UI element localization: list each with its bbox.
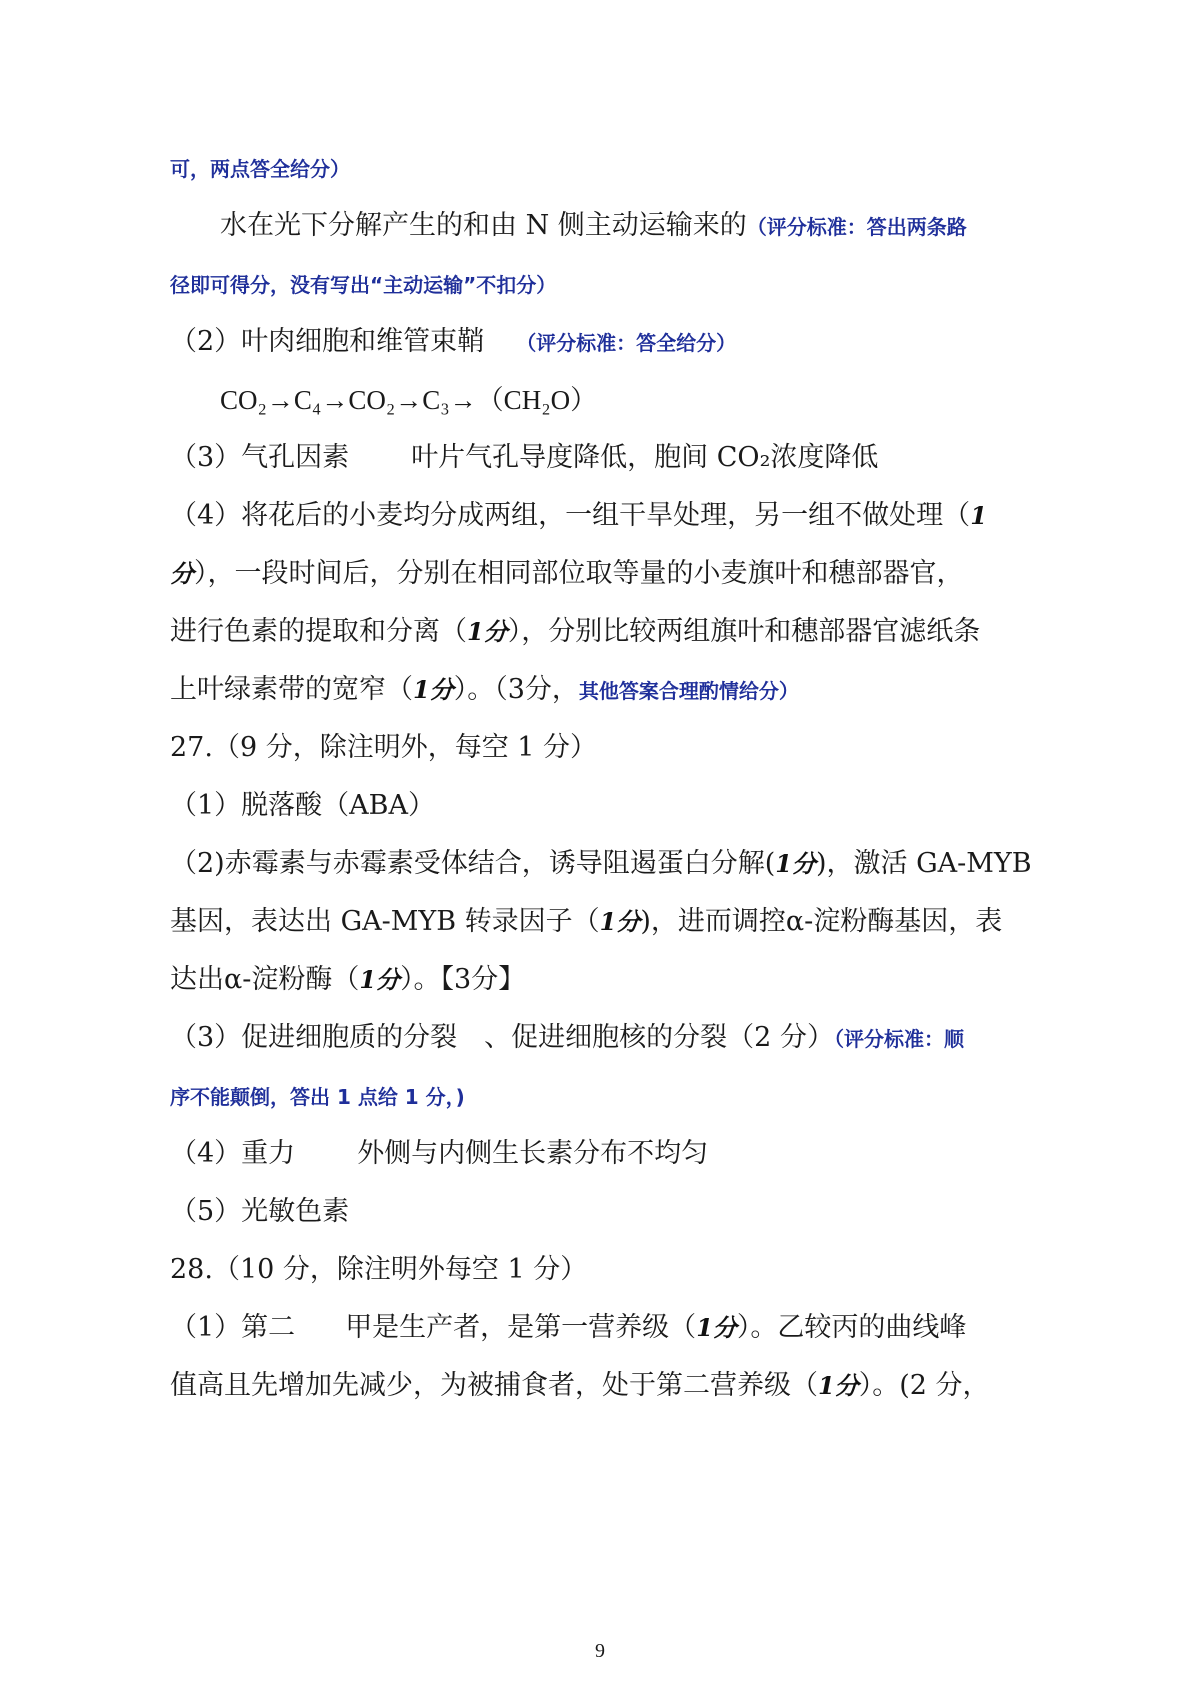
handwritten-score: 1分 (413, 675, 454, 704)
answer-text: （1）第二 (170, 1312, 296, 1343)
answer-text: )，激活 GA-MYB (815, 848, 1032, 879)
answer-text: （5）光敏色素 (170, 1196, 350, 1227)
line-9 (170, 614, 980, 650)
answer-text: 水在光下分解产生的和由 N 侧主动运输来的 (220, 210, 747, 241)
line-4 (170, 324, 736, 361)
line-19 (170, 1194, 349, 1230)
answer-text: （1）脱落酸（ABA） (170, 790, 436, 821)
answer-text: （2）叶肉细胞和维管束鞘 (170, 326, 485, 357)
answer-text: 上叶绿素带的宽窄（ (170, 674, 413, 705)
handwritten-score: 1分 (599, 907, 641, 936)
handwritten-score: 1分 (696, 1313, 737, 1342)
handwritten-score: 分 (170, 559, 194, 588)
line-14 (170, 904, 1002, 940)
answer-text: )，进而调控α-淀粉酶基因，表 (640, 906, 1003, 937)
line-17 (170, 1078, 465, 1115)
line-7 (170, 498, 987, 534)
question-heading: 28.（10 分，除注明外每空 1 分） (170, 1254, 588, 1285)
grading-note: （评分标准：顺 (833, 1027, 964, 1051)
line-12 (170, 788, 435, 824)
line-5-formula (220, 382, 597, 418)
answer-text: （3）气孔因素 (170, 442, 350, 473)
line-11-q27-heading (170, 730, 597, 766)
line-21 (170, 1310, 966, 1346)
answer-text: 值高且先增加先减少，为被捕食者，处于第二营养级（ (170, 1370, 818, 1401)
line-18 (170, 1136, 708, 1172)
grading-note: 序不能颠倒，答出 1 点给 1 分，) (170, 1085, 465, 1109)
answer-text: ）。乙较丙的曲线峰 (736, 1312, 967, 1343)
handwritten-score: 1分 (359, 965, 401, 994)
handwritten-score: 1 (970, 501, 987, 530)
answer-text: 甲是生产者，是第一营养级（ (345, 1312, 697, 1343)
line-10 (170, 672, 799, 709)
answer-text: （4）重力 (170, 1138, 296, 1169)
question-heading: 27.（9 分，除注明外，每空 1 分） (170, 732, 598, 763)
line-16 (170, 1020, 964, 1057)
answer-text: 基因，表达出 GA-MYB 转录因子（ (170, 906, 600, 937)
handwritten-score: 1分 (818, 1371, 859, 1400)
line-1 (170, 150, 350, 187)
answer-text: 达出α-淀粉酶（ (170, 964, 360, 995)
grading-note: 可，两点答全给分） (170, 157, 350, 181)
line-13 (170, 846, 1032, 882)
answer-text: ），一段时间后，分别在相同部位取等量的小麦旗叶和穗部器官， (194, 558, 964, 589)
answer-text: ）。(2 分， (858, 1370, 990, 1401)
answer-text: （2)赤霉素与赤霉素受体结合，诱导阻遏蛋白分解( (170, 848, 776, 879)
line-3 (170, 266, 556, 303)
answer-text: ）。（3分， (453, 674, 579, 705)
answer-text: ）。【3分】 (400, 964, 526, 995)
answer-text: 外侧与内侧生长素分布不均匀 (357, 1138, 709, 1169)
line-22 (170, 1368, 990, 1404)
line-6 (170, 440, 878, 476)
grading-note: 其他答案合理酌情给分） (578, 679, 799, 703)
grading-note: 径即可得分，没有写出“主动运输”不扣分） (170, 273, 557, 297)
carbon-pathway-formula: CO₂→C₄→CO₂→C₃→（CH₂O） (220, 385, 598, 415)
grading-note: （评分标准：答出两条路 (746, 215, 967, 239)
answer-text: 叶片气孔导度降低，胞间 CO₂浓度降低 (411, 442, 879, 473)
answer-text: ），分别比较两组旗叶和穗部器官滤纸条 (507, 616, 981, 647)
handwritten-score: 1分 (467, 617, 508, 646)
grading-note: （评分标准：答全给分） (516, 331, 737, 355)
line-15 (170, 962, 525, 998)
line-8 (170, 556, 964, 592)
line-20-q28-heading (170, 1252, 587, 1288)
answer-text: （4）将花后的小麦均分成两组，一组干旱处理，另一组不做处理（ (170, 500, 971, 531)
handwritten-score: 1分 (775, 849, 816, 878)
answer-text: （3）促进细胞质的分裂 、促进细胞核的分裂（2 分） (170, 1022, 834, 1053)
page-number: 9 (595, 1640, 605, 1662)
answer-text: 进行色素的提取和分离（ (170, 616, 467, 647)
line-2 (220, 208, 967, 245)
